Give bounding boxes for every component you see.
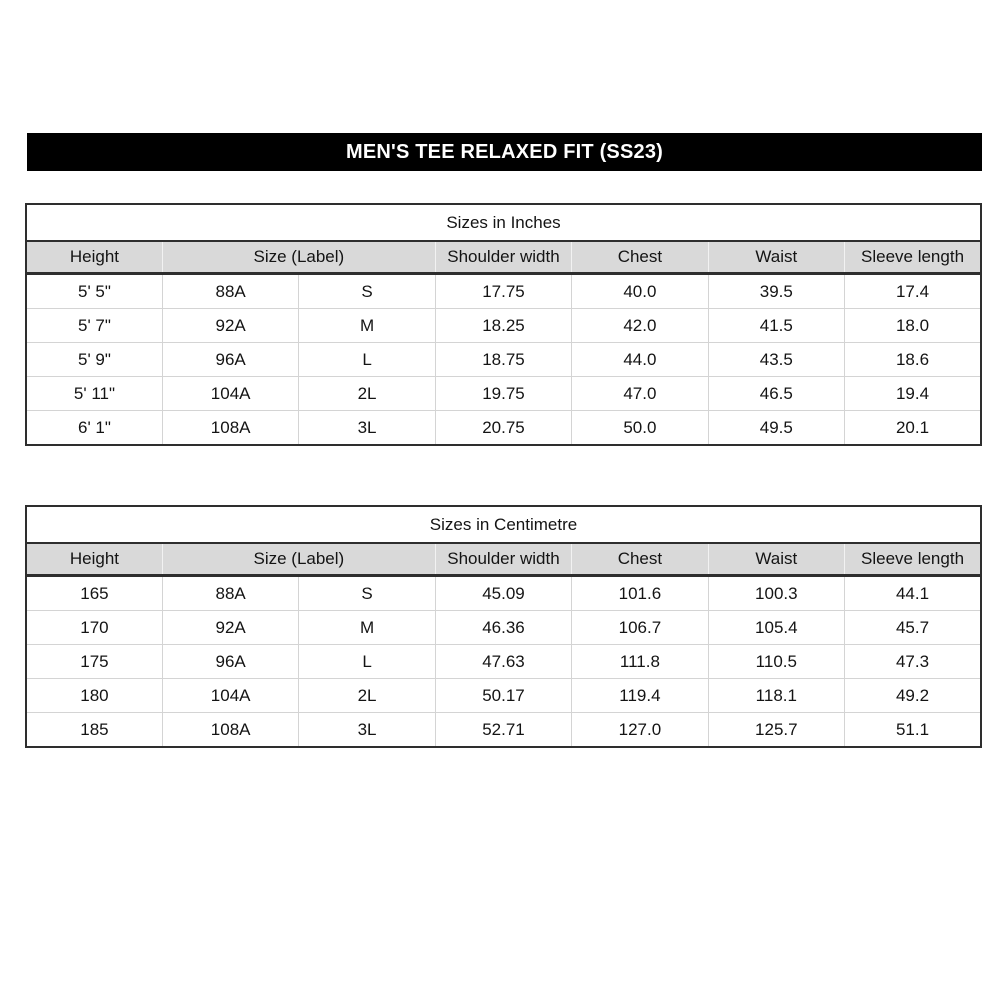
table-cell: 52.71 [435,713,571,748]
table-row [26,274,981,309]
table-cell: 44.0 [572,343,708,377]
table-cell: 2L [299,679,435,713]
column-header-sleeve-length: Sleeve length [845,543,981,576]
table-row [26,576,981,611]
table-cell: 96A [162,645,298,679]
table-cell: 100.3 [708,576,844,611]
table-cell: 47.0 [572,377,708,411]
table-cell: 49.2 [845,679,981,713]
table-cell: 111.8 [572,645,708,679]
table-cell: S [299,576,435,611]
table-cell: 20.75 [435,411,571,446]
column-header-waist: Waist [708,543,844,576]
product-title: MEN'S TEE RELAXED FIT (SS23) [345,140,664,163]
table-row [26,377,981,411]
table-cell: 88A [162,274,298,309]
table-cell: 101.6 [572,576,708,611]
column-header-chest: Chest [572,241,708,274]
table-cell: S [299,274,435,309]
table-cell: 165 [26,576,162,611]
table-cell: 18.75 [435,343,571,377]
table-cell: 2L [299,377,435,411]
sizes-in-centimetre-section [25,505,982,748]
table-cell: 105.4 [708,611,844,645]
table-cell: 5' 11" [26,377,162,411]
column-header-height: Height [26,241,162,274]
column-header-chest: Chest [572,543,708,576]
column-header-size-label: Size (Label) [162,543,435,576]
table-cell: 3L [299,713,435,748]
table-header-row [26,543,981,576]
column-header-size-label: Size (Label) [162,241,435,274]
table-cell: 108A [162,411,298,446]
table-cell: 50.0 [572,411,708,446]
table-cell: M [299,611,435,645]
column-header-sleeve-length: Sleeve length [845,241,981,274]
table-cell: 19.4 [845,377,981,411]
table-cell: 47.3 [845,645,981,679]
table-cell: 110.5 [708,645,844,679]
sizes-in-inches-section [25,203,982,446]
table-title-row [26,204,981,241]
table-cell: 18.6 [845,343,981,377]
column-header-height: Height [26,543,162,576]
table-cell: 175 [26,645,162,679]
table-row [26,713,981,748]
table-cell: 180 [26,679,162,713]
product-title-banner [27,133,982,171]
table-title-row [26,506,981,543]
table-cell: 119.4 [572,679,708,713]
table-cell: 46.5 [708,377,844,411]
table-cell: 125.7 [708,713,844,748]
table-cell: 127.0 [572,713,708,748]
table-row [26,309,981,343]
table-title: Sizes in Inches [26,204,981,241]
table-cell: 92A [162,611,298,645]
table-cell: 42.0 [572,309,708,343]
sizes-in-centimetre-table [25,505,982,748]
table-cell: 44.1 [845,576,981,611]
table-cell: 5' 9" [26,343,162,377]
table-cell: M [299,309,435,343]
table-cell: 118.1 [708,679,844,713]
table-cell: 17.75 [435,274,571,309]
table-cell: L [299,343,435,377]
table-cell: 45.7 [845,611,981,645]
table-cell: 104A [162,679,298,713]
table-cell: 20.1 [845,411,981,446]
table-cell: L [299,645,435,679]
table-cell: 170 [26,611,162,645]
table-cell: 50.17 [435,679,571,713]
table-cell: 108A [162,713,298,748]
sizes-in-inches-table [25,203,982,446]
table-cell: 92A [162,309,298,343]
table-cell: 96A [162,343,298,377]
table-row [26,645,981,679]
table-cell: 104A [162,377,298,411]
table-cell: 40.0 [572,274,708,309]
table-header-row [26,241,981,274]
table-cell: 45.09 [435,576,571,611]
table-title: Sizes in Centimetre [26,506,981,543]
table-cell: 43.5 [708,343,844,377]
table-cell: 17.4 [845,274,981,309]
table-cell: 41.5 [708,309,844,343]
column-header-shoulder-width: Shoulder width [435,241,571,274]
table-cell: 18.25 [435,309,571,343]
column-header-waist: Waist [708,241,844,274]
table-cell: 39.5 [708,274,844,309]
table-cell: 6' 1" [26,411,162,446]
table-row [26,679,981,713]
table-cell: 46.36 [435,611,571,645]
table-cell: 47.63 [435,645,571,679]
table-cell: 88A [162,576,298,611]
column-header-shoulder-width: Shoulder width [435,543,571,576]
table-cell: 18.0 [845,309,981,343]
table-cell: 185 [26,713,162,748]
table-cell: 51.1 [845,713,981,748]
table-cell: 5' 5" [26,274,162,309]
table-row [26,411,981,446]
table-cell: 19.75 [435,377,571,411]
table-cell: 49.5 [708,411,844,446]
table-cell: 5' 7" [26,309,162,343]
table-row [26,611,981,645]
table-row [26,343,981,377]
table-cell: 3L [299,411,435,446]
table-cell: 106.7 [572,611,708,645]
